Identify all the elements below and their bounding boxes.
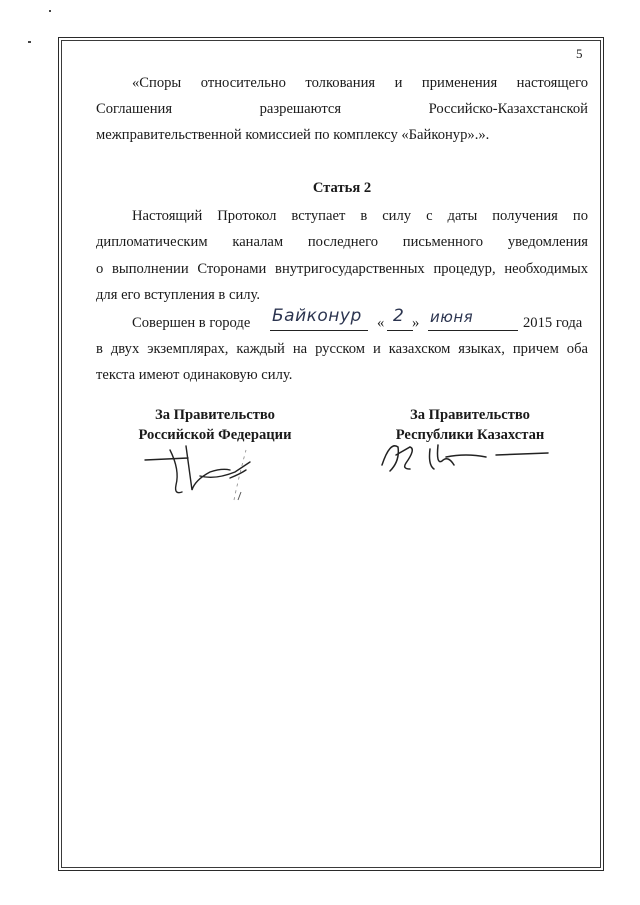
scan-speck — [28, 41, 31, 43]
signature-right — [376, 435, 556, 485]
signatory-right-line-2: Республики Казахстан — [395, 427, 545, 443]
quote-line-1: «Споры относительно толкования и применения настоящего — [132, 75, 588, 91]
signatory-left-line-1: За Правительство — [155, 407, 275, 423]
signatory-left — [100, 405, 330, 445]
article-line-2: дипломатическим каналам последнего письменного уведомления — [96, 234, 588, 250]
article-line-4: для его вступления в силу. — [96, 287, 261, 303]
city-blank-line — [270, 330, 368, 331]
signatory-right-line-1: За Правительство — [410, 407, 530, 423]
day-blank-line — [387, 330, 413, 331]
city-handwritten: Байконур — [272, 306, 362, 326]
day-handwritten: 2 — [393, 306, 405, 326]
quote-line-3: межправительственной комиссией по комплексу «Байконур».». — [96, 127, 490, 143]
done-prefix: Совершен в городе — [132, 315, 251, 331]
quote-line-2: Соглашения разрешаются Российско-Казахстанской — [96, 101, 588, 117]
done-line-2: в двух экземплярах, каждый на русском и казахском языках, причем оба — [96, 341, 588, 357]
quote-open: « — [377, 315, 385, 331]
article-line-1: Настоящий Протокол вступает в силу с даты получения по — [132, 208, 588, 224]
scan-speck — [49, 10, 51, 12]
article-line-3: о выполнении Сторонами внутригосударственных процедур, необходимых — [96, 261, 588, 277]
month-handwritten: июня — [430, 308, 474, 326]
pen-trace — [230, 440, 250, 510]
signature-left — [140, 440, 280, 510]
page-number: 5 — [576, 46, 583, 61]
signatory-left-line-2: Российской Федерации — [138, 427, 292, 443]
article-heading: Статья 2 — [312, 180, 372, 196]
quote-close: » — [412, 315, 420, 331]
year-suffix: 2015 года — [523, 315, 583, 331]
done-line-3: текста имеют одинаковую силу. — [96, 367, 293, 383]
month-blank-line — [428, 330, 518, 331]
